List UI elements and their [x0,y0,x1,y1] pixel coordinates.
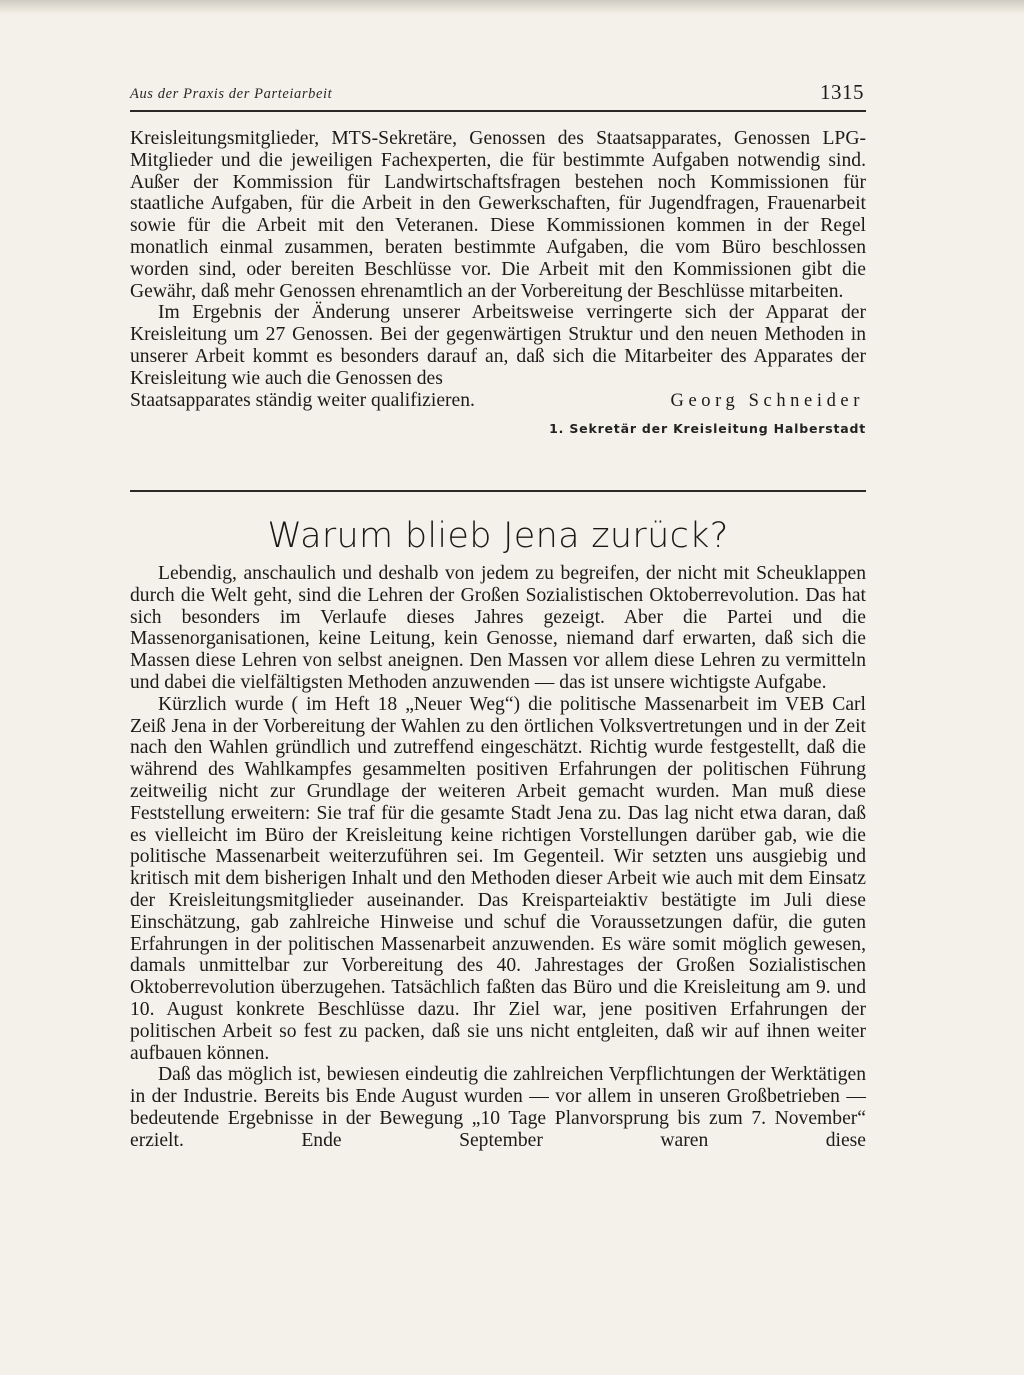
article-paragraph-2: Kürzlich wurde ( im Heft 18 „Neuer Weg“) die politische Massenarbeit im VEB Carl Zeiß Jena in der Vorbereitung der Wahlen zu den örtlichen Volksvertretungen und in der Zeit nach den Wahlen gründlich und zutreffend eingeschätzt. Richtig wurde festgestellt, daß die während des Wahlkampfes gesammelten positiven Erfahrungen der politischen Führung zeitweilig nicht zur Grundlage der weiteren Arbeit gemacht wurden. Man muß diese Feststellung erweitern: Sie traf für die gesamte Stadt Jena zu. Das lag nicht etwa daran, daß es vielleicht im Büro der Kreisleitung keine richtigen Vorstellungen darüber gab, wie die politische Massenarbeit weiterzuführen sei. Im Gegenteil. Wir setzten uns ausgiebig und kritisch mit dem bisherigen Inhalt und den Methoden dieser Arbeit wie auch mit dem Einsatz der Kreisleitungsmitglieder auseinander. Das Kreisparteiaktiv bestätigte im Juli diese Einschätzung, gab zahlreiche Hinweise und schuf die Voraussetzungen dafür, die guten Erfahrungen in der politischen Massenarbeit anzuwenden. Es wäre somit möglich gewesen, damals unmittelbar zur Vorbereitung des 40. Jahrestages der Großen Sozialistischen Oktoberrevolution überzugehen. Tatsächlich faßten das Büro und die Kreisleitung am 9. und 10. August konkrete Beschlüsse dazu. Ihr Ziel war, jene positiven Erfahrungen der politischen Arbeit so fest zu packen, daß sie uns nicht entgleiten, daß wir auf ihnen weiter aufbauen können. [130,693,866,1064]
running-title: Aus der Praxis der Parteiarbeit [130,86,333,102]
author-name: Georg Schneider [670,390,864,411]
page-number: 1315 [820,80,864,104]
article-paragraph-1: Lebendig, anschaulich und deshalb von jedem zu begreifen, der nicht mit Scheuklappen durch die Welt geht, sind die Lehren der Großen Sozialistischen Oktoberrevolution. Das hat sich besonders im Verlaufe dieses Jahres gezeigt. Aber die Partei und die Massenorganisationen, keine Leitung, kein Genosse, niemand darf erwarten, daß sich die Massen diese Lehren von selbst aneignen. Den Massen vor allem diese Lehren zu vermitteln und dabei die vielfältigsten Methoden anzuwenden — das ist unsere wichtigste Aufgabe. [130,563,866,693]
author-role: 1. Sekretär der Kreisleitung Halberstadt [549,421,866,437]
previous-paragraph-2-body: Im Ergebnis der Änderung unserer Arbeitsweise verringerte sich der Apparat der Kreisleitung um 27 Genossen. Bei der gegenwärtigen Struktur und den neuen Methoden in unserer Arbeit kommt es besonders darauf an, daß sich die Mitarbeiter des Apparates der Kreisleitung wie auch die Genossen des [130,302,866,389]
article-paragraph-3: Daß das möglich ist, bewiesen eindeutig die zahlreichen Verpflichtungen der Werktätigen in der Industrie. Bereits bis Ende August wurden — vor allem in unseren Großbetrieben — bedeutende Ergebnisse in der Bewegung „10 Tage Planvorsprung bis zum 7. November“ erzielt. Ende September waren diese [130,1064,866,1151]
scan-edge [0,0,1024,14]
article-body [130,563,866,1152]
author-line [130,390,866,413]
previous-paragraph-2-tail: Staatsapparates ständig weiter qualifizieren. [130,389,475,411]
previous-article [130,128,866,438]
previous-paragraph-2 [130,302,866,389]
article-title: Warum blieb Jena zurück? [267,516,729,556]
header-rule [130,110,866,112]
section-rule [130,490,866,492]
author-role-row [130,412,866,438]
previous-paragraph-1: Kreisleitungsmitglieder, MTS-Sekretäre, Genossen des Staatsapparates, Genossen LPG-Mitglieder und die jeweiligen Fachexperten, die für bestimmte Aufgaben notwendig sind. Außer der Kommission für Landwirtschaftsfragen bestehen noch Kommissionen für staatliche Aufgaben, für die Arbeit in den Gewerkschaften, für Jugendfragen, Frauenarbeit sowie für die Arbeit mit den Veteranen. Diese Kommissionen kommen in der Regel monatlich einmal zusammen, beraten bestimmte Aufgaben, die vom Büro beschlossen worden sind, oder bereiten Beschlüsse vor. Die Arbeit mit den Kommissionen gibt die Gewähr, daß mehr Genossen ehrenamtlich an der Vorbereitung der Beschlüsse mitarbeiten. [130,128,866,302]
running-header [130,80,866,110]
